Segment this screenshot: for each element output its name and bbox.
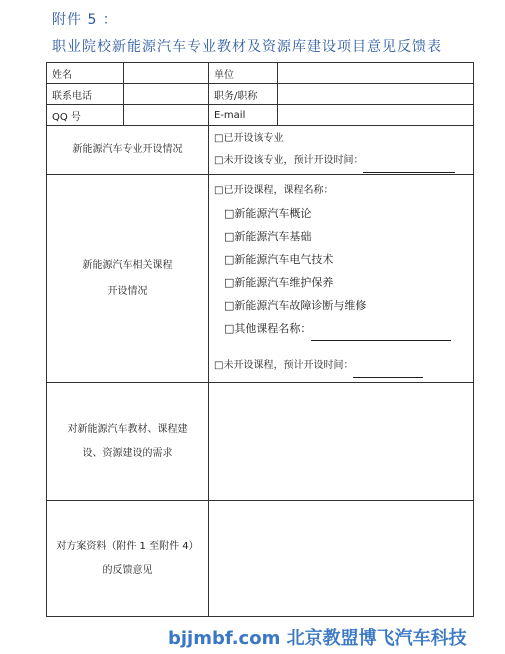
course-item-overview[interactable]: □新能源汽车概论 [224,206,312,220]
name-field[interactable] [124,63,209,84]
major-not-opened-checkbox[interactable] [214,150,468,173]
position-label: 职务/职称 [209,84,278,105]
course-planned-time-field[interactable] [353,355,423,378]
demand-field[interactable] [209,383,474,501]
position-field[interactable] [278,84,474,105]
major-status-label: 新能源汽车专业开设情况 [47,126,209,175]
course-other-field[interactable] [311,317,451,341]
course-status-label-line1: 新能源汽车相关课程 [82,259,173,271]
major-opened-checkbox[interactable]: □已开设该专业 [214,132,284,144]
major-planned-time-field[interactable] [363,150,455,173]
course-item-diagnosis[interactable]: □新能源汽车故障诊断与维修 [224,298,367,312]
course-opened-checkbox[interactable]: □已开设课程，课程名称： [214,184,334,196]
course-item-basics[interactable]: □新能源汽车基础 [224,229,312,243]
unit-field[interactable] [278,63,474,84]
row-demand [47,383,474,501]
attachment-label: 附件 5 ： [52,12,118,28]
course-item-electrical[interactable]: □新能源汽车电气技术 [224,252,334,266]
email-label: E-mail [209,105,278,126]
row-feedback [47,501,474,617]
course-other-label: □其他课程名称： [224,321,312,335]
phone-field[interactable] [124,84,209,105]
row-name-unit [47,63,474,84]
feedback-label [47,501,209,617]
row-major-status [47,126,474,175]
course-status-options [209,175,474,383]
feedback-field[interactable] [209,501,474,617]
row-qq-email [47,105,474,126]
feedback-label-line1: 对方案资料（附件 1 至附件 4） [56,540,199,552]
course-item-maintenance[interactable]: □新能源汽车维护保养 [224,275,334,289]
unit-label: 单位 [209,63,278,84]
major-status-options [209,126,474,175]
form-title: 职业院校新能源汽车专业教材及资源库建设项目意见反馈表 [52,39,442,55]
feedback-label-line2: 的反馈意见 [102,564,153,576]
phone-label: 联系电话 [47,84,124,105]
qq-field[interactable] [124,105,209,126]
watermark: bjjmbf.com 北京教盟博飞汽车科技 [168,628,467,649]
qq-label: QQ 号 [47,105,124,126]
course-not-opened-label: □未开设课程，预计开设时间： [214,359,354,371]
feedback-form-table [46,62,474,617]
demand-label-line2: 设、资源建设的需求 [82,447,173,459]
demand-label-line1: 对新能源汽车教材、课程建 [67,423,188,435]
name-label: 姓名 [47,63,124,84]
row-phone-position [47,84,474,105]
major-not-opened-label: □未开设该专业，预计开设时间： [214,154,364,166]
row-course-status [47,175,474,383]
course-not-opened-checkbox[interactable] [214,355,468,378]
course-status-label [47,175,209,383]
demand-label [47,383,209,501]
email-field[interactable] [278,105,474,126]
course-item-other[interactable] [214,317,468,341]
course-status-label-line2: 开设情况 [107,285,148,297]
